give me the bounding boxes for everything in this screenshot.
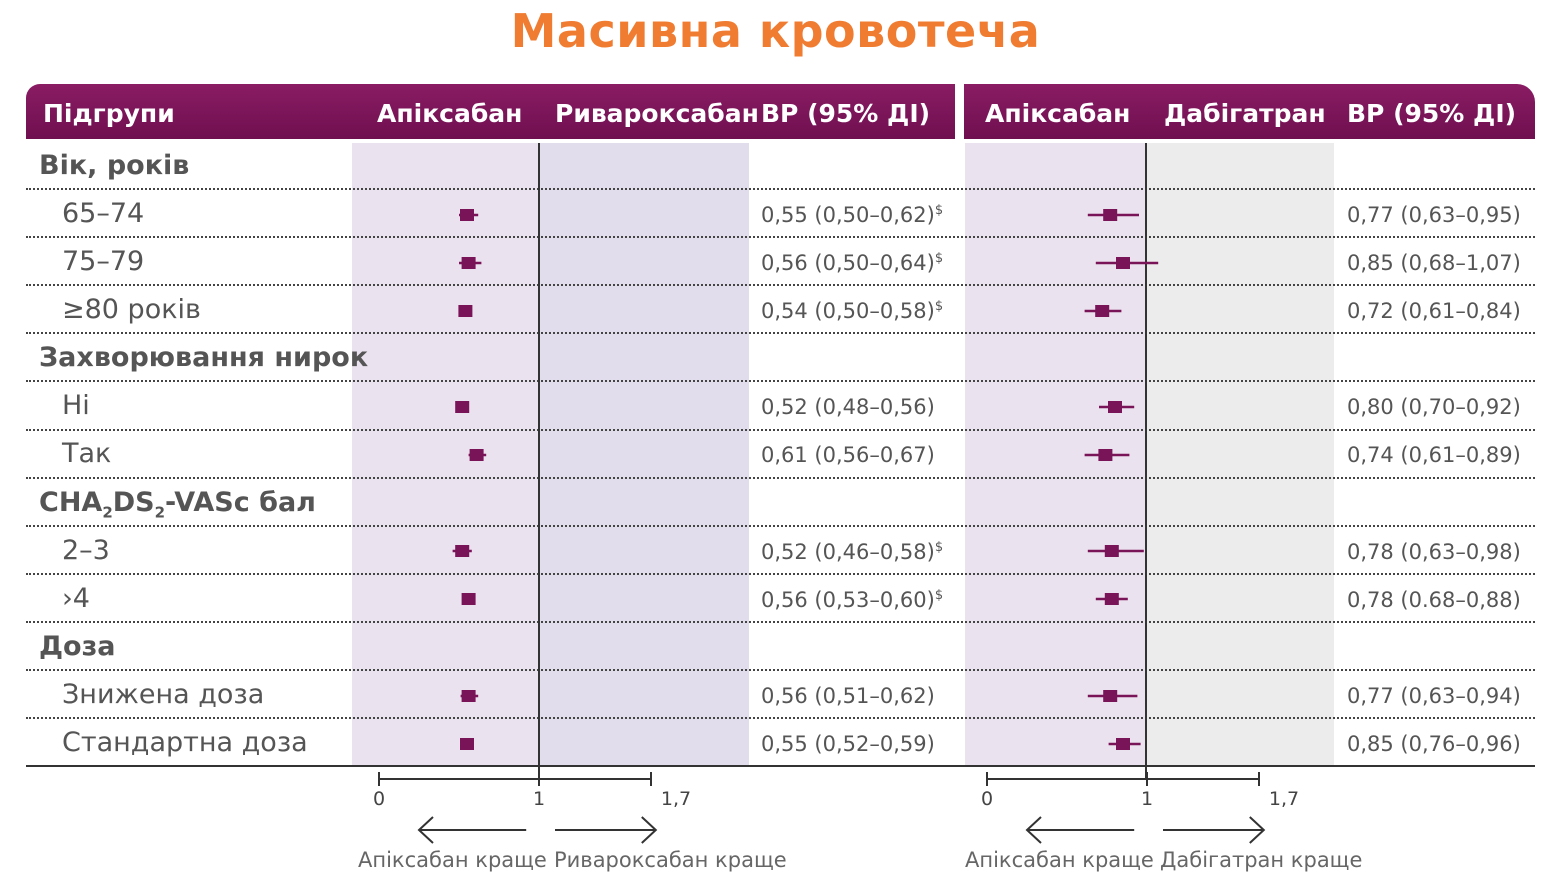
- right-hr-value: 0,80 (0,70–0,92): [1347, 395, 1521, 419]
- left-hr-value: 0,52 (0,46–0,58)$: [761, 540, 944, 564]
- axis-tick-label: 1: [1140, 788, 1154, 810]
- left-hr-marker: [460, 209, 474, 221]
- right-hr-value: 0,77 (0,63–0,94): [1347, 684, 1521, 708]
- left-hr-marker: [462, 593, 476, 605]
- right-hr-value: 0,78 (0.68–0,88): [1347, 588, 1521, 612]
- left-hr-value: 0,55 (0,50–0,62)$: [761, 203, 944, 227]
- left-hr-value: 0,56 (0,51–0,62): [761, 684, 935, 708]
- right-hr-value: 0,74 (0,61–0,89): [1347, 443, 1521, 467]
- favours-apixaban-right: Апіксабан краще: [965, 848, 1154, 872]
- header-left-apixaban: Апіксабан: [377, 99, 523, 128]
- right-hr-marker: [1116, 257, 1130, 269]
- right-hr-value: 0,85 (0,68–1,07): [1347, 251, 1521, 275]
- header-rivaroxaban: Ривароксабан: [555, 99, 759, 128]
- left-hr-marker: [455, 545, 469, 557]
- row-label: 2–3: [62, 535, 110, 566]
- right-hr-value: 0,77 (0,63–0,95): [1347, 203, 1521, 227]
- row-label: Стандартна доза: [62, 727, 308, 758]
- left-hr-marker: [460, 738, 474, 750]
- header-right-hr: ВР (95% ДІ): [1347, 99, 1517, 128]
- header-subgroups: Підгрупи: [43, 99, 175, 128]
- axis-tick-label: 1: [532, 788, 546, 810]
- group-kidney: Захворювання нирок: [39, 342, 369, 373]
- favours-dabigatran: Дабігатран краще: [1160, 848, 1363, 872]
- left-hr-marker: [455, 401, 469, 413]
- left-hr-value: 0,54 (0,50–0,58)$: [761, 299, 944, 323]
- header-right-apixaban: Апіксабан: [985, 99, 1131, 128]
- right-hr-marker: [1105, 545, 1119, 557]
- right-hr-marker: [1108, 401, 1122, 413]
- right-hr-value: 0,72 (0,61–0,84): [1347, 299, 1521, 323]
- axis-tick-label: 0: [980, 788, 994, 810]
- right-hr-marker: [1103, 690, 1117, 702]
- favours-apixaban-left: Апіксабан краще: [358, 848, 547, 872]
- row-label: Так: [62, 438, 112, 469]
- left-hr-marker: [462, 257, 476, 269]
- right-hr-marker: [1103, 209, 1117, 221]
- group-dose: Доза: [39, 631, 116, 662]
- right-hr-marker: [1095, 305, 1109, 317]
- row-label: ›4: [62, 583, 90, 614]
- left-hr-marker: [462, 690, 476, 702]
- chart-title: Масивна кровотеча: [510, 4, 1041, 58]
- left-hr-value: 0,55 (0,52–0,59): [761, 732, 935, 756]
- left-hr-value: 0,56 (0,50–0,64)$: [761, 251, 944, 275]
- axis-tick-label: 1,7: [1268, 788, 1300, 810]
- row-label: Ні: [62, 390, 90, 421]
- left-hr-value: 0,56 (0,53–0,60)$: [761, 588, 944, 612]
- right-hr-value: 0,85 (0,76–0,96): [1347, 732, 1521, 756]
- right-hr-value: 0,78 (0,63–0,98): [1347, 540, 1521, 564]
- header-left-hr: ВР (95% ДІ): [761, 99, 931, 128]
- right-hr-marker: [1116, 738, 1130, 750]
- axis-tick-label: 1,7: [660, 788, 692, 810]
- favours-rivaroxaban: Ривароксабан краще: [554, 848, 787, 872]
- group-cha2ds2vasc: $CHA_2DS_2$-VASc бал: [39, 487, 316, 522]
- axis-tick-label: 0: [372, 788, 386, 810]
- group-age: Вік, років: [39, 150, 190, 181]
- left-hr-value: 0,61 (0,56–0,67): [761, 443, 935, 467]
- right-hr-marker: [1098, 449, 1112, 461]
- row-label: 75–79: [62, 246, 145, 277]
- left-hr-value: 0,52 (0,48–0,56): [761, 395, 935, 419]
- row-label: ≥80 років: [62, 294, 201, 325]
- left-hr-marker: [458, 305, 472, 317]
- right-hr-marker: [1105, 593, 1119, 605]
- row-label: 65–74: [62, 198, 145, 229]
- header-dabigatran: Дабігатран: [1164, 99, 1326, 128]
- row-label: Знижена доза: [62, 679, 265, 710]
- left-hr-marker: [470, 449, 484, 461]
